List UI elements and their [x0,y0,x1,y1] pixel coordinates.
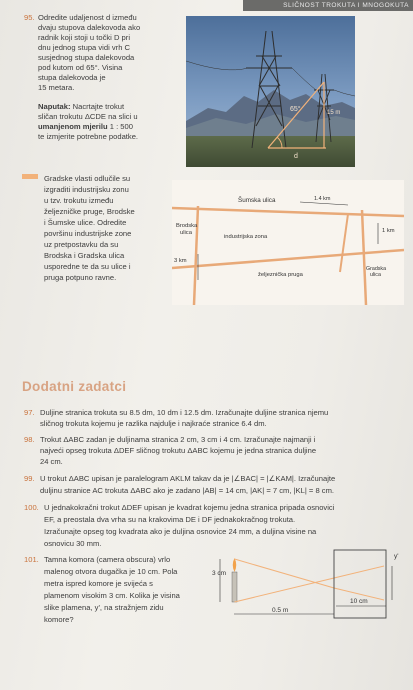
task-97-line: sličnog trokuta kojemu je razlika najdulje i najkraće stranice 6.4 dm. [40,419,267,428]
task-96-marker [22,174,38,179]
task-98-line: najveći opseg trokuta ΔDEF sličnog trokutu ΔABC kojemu je jedna stranica duljine [40,446,317,455]
hint-line-1: Naputak: Nacrtajte trokut [38,102,125,111]
task-96-line: Brodska i Gradska ulica [44,251,125,260]
task-96-line: i Šumske ulice. Odredite [44,218,127,227]
task-96-line: uz pretpostavku da su [44,240,119,249]
camera-obscura-figure [206,528,402,623]
label-1-km: 1 km [382,228,395,234]
task-101-line: malenog otvora dugačka je 10 cm. Pola [44,567,178,576]
label-gradska: Gradska [366,266,387,272]
task-100-number: 100. [24,503,39,512]
label-zeljeznicka-pruga: željeznička pruga [258,272,303,278]
photo-height-label: 15 m [327,110,341,116]
task-101-line: metra ispred komore je svijeća s [44,579,153,588]
box-length-label: 10 cm [350,598,368,605]
power-line-photo [186,16,355,167]
task-95-line: dvaju stupova dalekovoda ako [38,23,141,32]
task-100-line: Izračunajte opseg tog kvadrata ako je duljina osnovice 24 mm, a duljina visine na [44,527,317,536]
task-99-line: U trokut ΔABC upisan je paralelogram AKLM takav da je |∠BAC| = |∠KAM|. Izračunajte [40,474,336,483]
task-98-number: 98. [24,435,35,444]
label-industrijska-zona: industrijska zona [224,234,268,240]
distance-label: 0.5 m [272,607,289,614]
task-98-line: Trokut ΔABC zadan je duljinama stranica 2 cm, 3 cm i 4 cm. Izračunajte najmanji i [40,435,316,444]
hint-line-2: sličan trokutu ΔCDE na slici u [38,112,138,121]
task-95-line: dnu jednog stupa vidi vrh C [38,43,131,52]
task-97-line: Duljine stranica trokuta su 8.5 dm, 10 dm i 12.5 dm. Izračunajte duljine stranica njemu [40,408,329,417]
task-95-line: 15 metara. [38,83,75,92]
task-95-number: 95. [24,13,35,22]
task-96-line: u tzv. trokutu između [44,196,114,205]
task-95-line: pod kutom od 65°. Visina [38,63,123,72]
photo-distance-label: d [294,153,298,160]
task-101-line: komore? [44,615,74,624]
label-3-km: 3 km [174,258,187,264]
task-95-line: radnik koji stoji u točki D pri [38,33,131,42]
task-95-line: stupa dalekovoda je [38,73,106,82]
label-brodska: Brodska [176,223,198,229]
task-96-line: željezničke pruge, Brodske [44,207,135,216]
hint-label: Naputak: [38,102,71,111]
task-96-line: izgraditi industrijsku zonu [44,185,129,194]
label-brodska-ulica: ulica [180,230,192,236]
task-101-line: slike plamena, y', na stražnjem zidu [44,603,164,612]
label-1-4-km: 1.4 km [314,196,331,202]
task-101-line: plamenom visokim 3 cm. Kolika je visina [44,591,180,600]
task-100-line: EF, a preostala dva vrha su na krakovima DE i DF jednakokračnog trokuta. [44,515,296,524]
task-96-line: pruga potpuno ravne. [44,273,117,282]
task-101-line: Tamna komora (camera obscura) vrlo [44,555,171,564]
flame-height-label: 3 cm [212,570,227,577]
chapter-ribbon: SLIČNOST TROKUTA I MNOGOKUTA [243,0,413,11]
task-101-number: 101. [24,555,39,564]
task-99-number: 99. [24,474,35,483]
section-title: Dodatni zadatci [22,379,127,394]
task-98-line: 24 cm. [40,457,63,466]
hint-line-4: te izmjerite potrebne podatke. [38,132,139,141]
task-96-line: Gradske vlasti odlučile su [44,174,131,183]
task-96-line: usporedne te da su ulice i [44,262,131,271]
photo-angle-label: 65° [290,106,301,113]
task-95-line: Odredite udaljenost d između [38,13,137,22]
task-100-line: U jednakokračni trokut ΔDEF upisan je kvadrat kojemu jedna stranica pripada osnovici [44,503,335,512]
image-height-label: y' [394,553,399,560]
hint-line-3: umanjenom mjerilu 1 : 500 [38,122,133,131]
task-97-number: 97. [24,408,35,417]
street-map-figure [172,180,404,305]
task-95-line: susjednog stupa dalekovoda [38,53,135,62]
task-99-line: duljinu stranice AC trokuta ΔABC ako je zadano |AB| = 14 cm, |AK| = 7 cm, |KL| = 8 cm. [40,486,335,495]
task-96-line: površinu industrijske zone [44,229,132,238]
label-gradska-ulica: ulica [370,272,381,278]
label-sumska-ulica: Šumska ulica [238,197,276,204]
task-100-line: osnovicu 30 mm. [44,539,102,548]
